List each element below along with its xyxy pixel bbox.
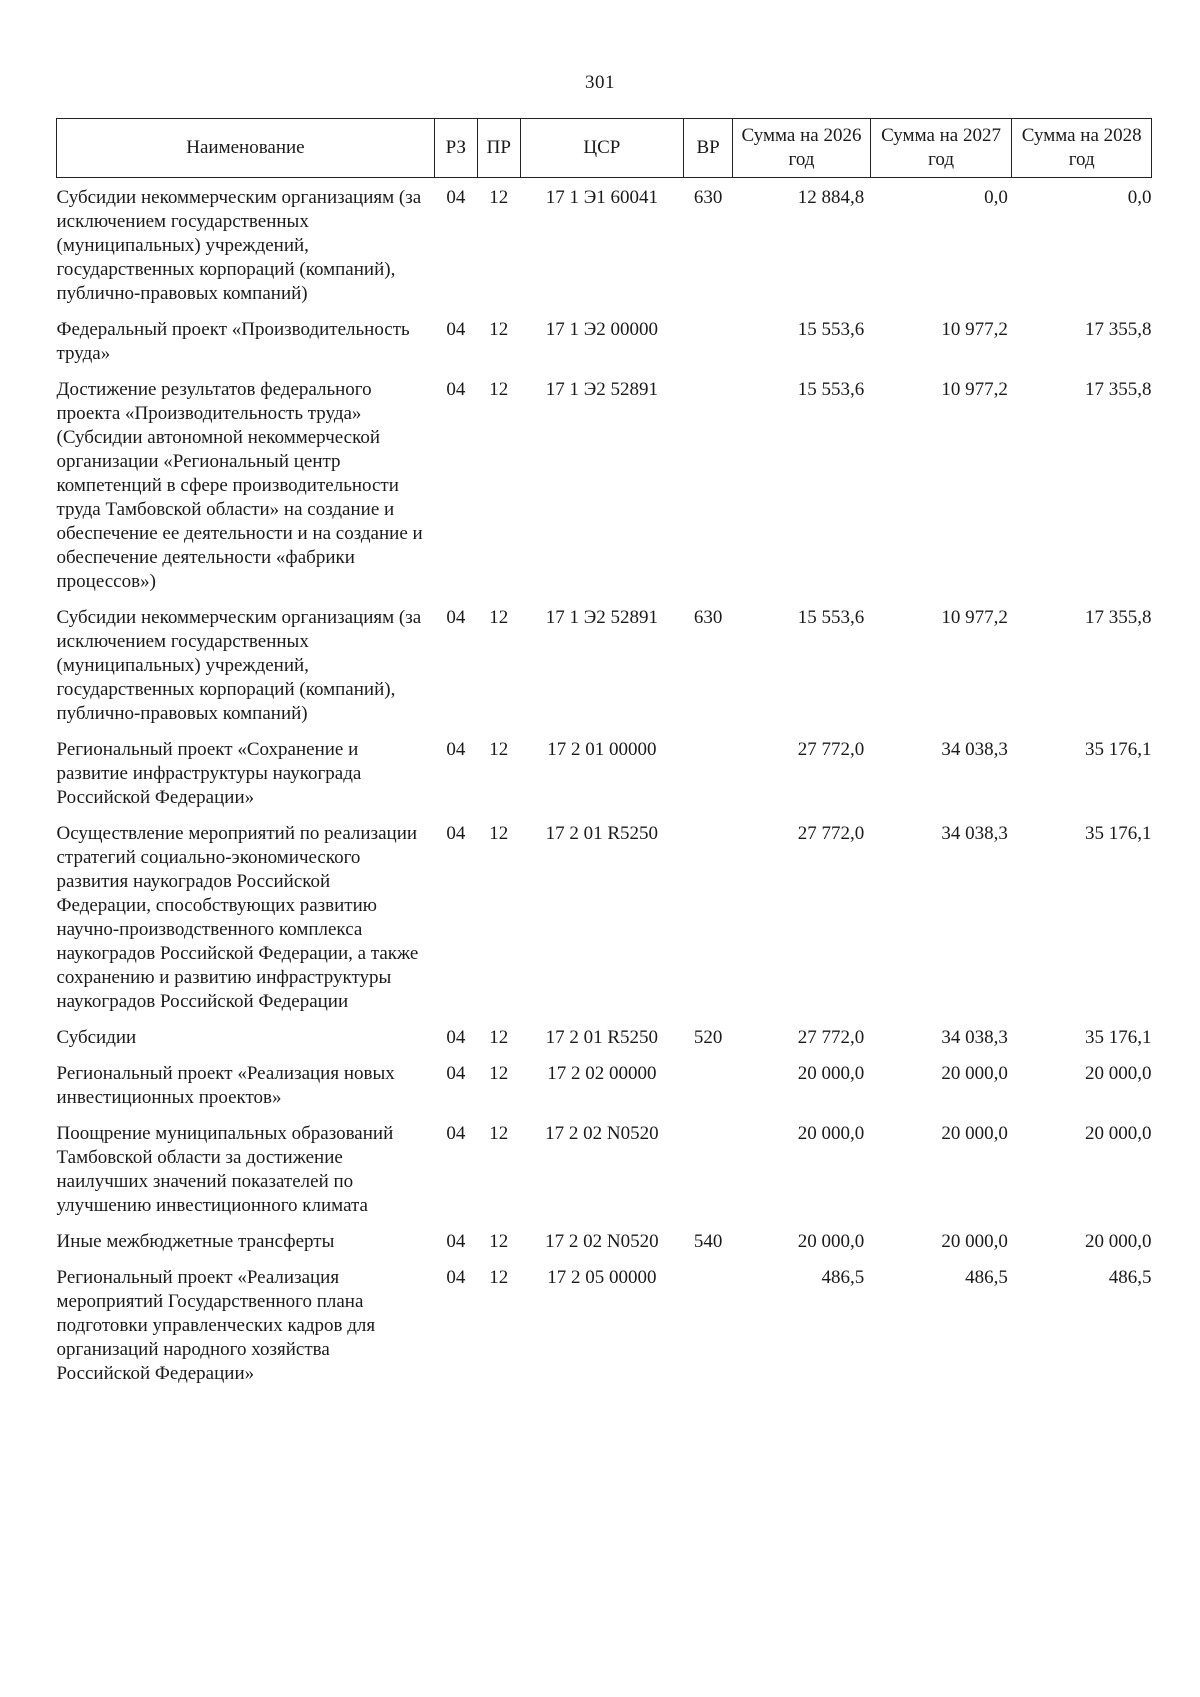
row-pr: 12 bbox=[489, 379, 509, 400]
row-pr: 12 bbox=[489, 187, 509, 208]
row-name: Субсидии некоммерческим организациям (за исключением государственных (муниципальных) учреждений, государственных корпораций (компаний), публично-правовых компаний) bbox=[56, 187, 422, 304]
row-csr: 17 2 01 R5250 bbox=[545, 1027, 659, 1048]
row-rz: 04 bbox=[446, 1063, 466, 1084]
row-sum-2027: 486,5 bbox=[965, 1267, 1008, 1288]
table-row bbox=[57, 1050, 1152, 1110]
table-row bbox=[57, 306, 1152, 366]
row-sum-2026: 20 000,0 bbox=[797, 1231, 865, 1252]
table-row bbox=[57, 726, 1152, 810]
row-sum-2027: 34 038,3 bbox=[941, 823, 1008, 844]
table-body bbox=[57, 178, 1152, 1387]
row-sum-2027: 10 977,2 bbox=[941, 379, 1008, 400]
row-pr: 12 bbox=[489, 823, 509, 844]
row-csr: 17 2 01 00000 bbox=[547, 739, 657, 760]
row-pr: 12 bbox=[489, 607, 509, 628]
row-name: Региональный проект «Реализация мероприятий Государственного плана подготовки управленческих кадров для организаций народного хозяйства Российской Федерации» bbox=[56, 1267, 376, 1384]
table-row bbox=[57, 1218, 1152, 1254]
row-sum-2026: 20 000,0 bbox=[797, 1123, 865, 1144]
table-row bbox=[57, 1254, 1152, 1386]
row-vr: 540 bbox=[693, 1231, 723, 1252]
table-row bbox=[57, 594, 1152, 726]
table-row bbox=[57, 366, 1152, 594]
row-pr: 12 bbox=[489, 1027, 509, 1048]
header-pr: ПР bbox=[477, 119, 520, 178]
row-sum-2027: 34 038,3 bbox=[941, 739, 1008, 760]
row-csr: 17 2 01 R5250 bbox=[545, 823, 659, 844]
header-name: Наименование bbox=[57, 119, 435, 178]
header-vr: ВР bbox=[683, 119, 732, 178]
row-csr: 17 1 Э2 00000 bbox=[545, 319, 658, 340]
table-row bbox=[57, 810, 1152, 1014]
row-sum-2028: 35 176,1 bbox=[1085, 739, 1152, 760]
row-rz: 04 bbox=[446, 607, 466, 628]
row-sum-2028: 20 000,0 bbox=[1085, 1231, 1152, 1252]
row-csr: 17 2 02 N0520 bbox=[545, 1231, 659, 1252]
row-sum-2026: 15 553,6 bbox=[797, 379, 865, 400]
row-name: Субсидии некоммерческим организациям (за исключением государственных (муниципальных) учреждений, государственных корпораций (компаний), публично-правовых компаний) bbox=[56, 607, 422, 724]
row-sum-2026: 20 000,0 bbox=[797, 1063, 865, 1084]
row-name: Субсидии bbox=[56, 1027, 137, 1048]
row-rz: 04 bbox=[446, 739, 466, 760]
row-sum-2028: 0,0 bbox=[1127, 187, 1152, 208]
header-sum-2028: Сумма на 2028 год bbox=[1012, 119, 1152, 178]
row-name: Региональный проект «Сохранение и развитие инфраструктуры наукограда Российской Федерации» bbox=[56, 739, 362, 808]
row-sum-2026: 12 884,8 bbox=[797, 187, 865, 208]
row-pr: 12 bbox=[489, 1063, 509, 1084]
row-vr bbox=[683, 810, 732, 1014]
row-pr: 12 bbox=[489, 1123, 509, 1144]
row-vr: 630 bbox=[693, 607, 723, 628]
row-pr: 12 bbox=[489, 739, 509, 760]
header-sum-2027: Сумма на 2027 год bbox=[870, 119, 1012, 178]
row-csr: 17 1 Э2 52891 bbox=[545, 379, 658, 400]
row-sum-2027: 34 038,3 bbox=[941, 1027, 1008, 1048]
row-name: Иные межбюджетные трансферты bbox=[56, 1231, 335, 1252]
row-sum-2026: 27 772,0 bbox=[797, 1027, 865, 1048]
row-sum-2028: 20 000,0 bbox=[1085, 1123, 1152, 1144]
row-rz: 04 bbox=[446, 319, 466, 340]
row-rz: 04 bbox=[446, 187, 466, 208]
row-sum-2027: 20 000,0 bbox=[941, 1123, 1008, 1144]
row-sum-2027: 20 000,0 bbox=[941, 1063, 1008, 1084]
table-row bbox=[57, 1014, 1152, 1050]
row-vr: 520 bbox=[693, 1027, 723, 1048]
row-sum-2026: 15 553,6 bbox=[797, 319, 865, 340]
row-rz: 04 bbox=[446, 379, 466, 400]
row-sum-2028: 20 000,0 bbox=[1085, 1063, 1152, 1084]
row-vr bbox=[683, 1110, 732, 1218]
budget-table bbox=[56, 118, 1152, 1386]
row-sum-2028: 17 355,8 bbox=[1085, 607, 1152, 628]
row-sum-2027: 10 977,2 bbox=[941, 319, 1008, 340]
row-sum-2027: 20 000,0 bbox=[941, 1231, 1008, 1252]
row-sum-2028: 17 355,8 bbox=[1085, 379, 1152, 400]
header-rz: РЗ bbox=[434, 119, 477, 178]
row-sum-2028: 35 176,1 bbox=[1085, 1027, 1152, 1048]
row-pr: 12 bbox=[489, 319, 509, 340]
header-row bbox=[57, 119, 1152, 178]
row-vr bbox=[683, 306, 732, 366]
row-vr bbox=[683, 1050, 732, 1110]
row-rz: 04 bbox=[446, 1123, 466, 1144]
row-sum-2026: 486,5 bbox=[821, 1267, 865, 1288]
row-rz: 04 bbox=[446, 823, 466, 844]
header-sum-2026: Сумма на 2026 год bbox=[733, 119, 870, 178]
table-header bbox=[57, 119, 1152, 178]
row-name: Достижение результатов федерального проекта «Производительность труда» (Субсидии автономной некоммерческой организации «Региональный центр компетенций в сфере производительности труда Тамбовской области» на создание и обеспечение ее деятельности и на создание и обеспечение деятельности «фабрики процессов») bbox=[56, 379, 423, 592]
row-csr: 17 2 05 00000 bbox=[547, 1267, 657, 1288]
row-sum-2028: 17 355,8 bbox=[1085, 319, 1152, 340]
row-csr: 17 2 02 00000 bbox=[547, 1063, 657, 1084]
row-sum-2026: 27 772,0 bbox=[797, 739, 865, 760]
row-csr: 17 1 Э2 52891 bbox=[545, 607, 658, 628]
row-csr: 17 1 Э1 60041 bbox=[545, 187, 658, 208]
row-rz: 04 bbox=[446, 1267, 466, 1288]
row-sum-2027: 0,0 bbox=[984, 187, 1008, 208]
row-name: Поощрение муниципальных образований Тамбовской области за достижение наилучших значений показателей по улучшению инвестиционного климата bbox=[56, 1123, 394, 1216]
row-vr bbox=[683, 366, 732, 594]
header-csr: ЦСР bbox=[520, 119, 683, 178]
row-sum-2026: 15 553,6 bbox=[797, 607, 865, 628]
row-name: Региональный проект «Реализация новых инвестиционных проектов» bbox=[56, 1063, 395, 1108]
row-rz: 04 bbox=[446, 1231, 466, 1252]
row-vr bbox=[683, 1254, 732, 1386]
row-pr: 12 bbox=[489, 1231, 509, 1252]
row-vr bbox=[683, 726, 732, 810]
row-vr: 630 bbox=[693, 187, 723, 208]
table-row bbox=[57, 1110, 1152, 1218]
row-csr: 17 2 02 N0520 bbox=[545, 1123, 659, 1144]
row-sum-2028: 35 176,1 bbox=[1085, 823, 1152, 844]
row-name: Осуществление мероприятий по реализации стратегий социально-экономического развития наукоградов Российской Федерации, способствующих развитию научно-производственного комплекса наукоградов Российской Федерации, а также сохранению и развитию инфраструктуры наукоградов Российской Федерации bbox=[56, 823, 419, 1012]
row-sum-2027: 10 977,2 bbox=[941, 607, 1008, 628]
row-name: Федеральный проект «Производительность труда» bbox=[56, 319, 410, 364]
row-pr: 12 bbox=[489, 1267, 509, 1288]
row-rz: 04 bbox=[446, 1027, 466, 1048]
row-sum-2028: 486,5 bbox=[1108, 1267, 1152, 1288]
table-row bbox=[57, 178, 1152, 307]
row-sum-2026: 27 772,0 bbox=[797, 823, 865, 844]
page-number: 301 bbox=[585, 72, 615, 93]
